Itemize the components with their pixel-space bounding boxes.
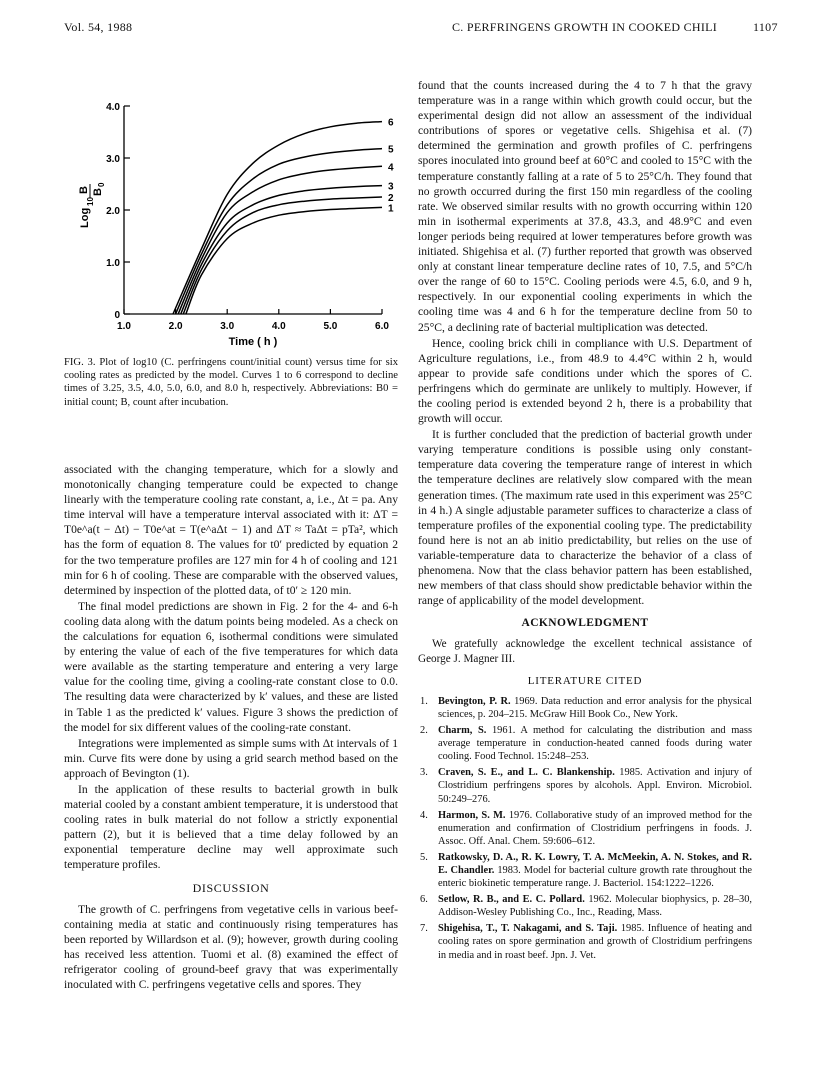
right-column [418,78,752,965]
curves-group [173,122,382,314]
curve-label-4: 4 [388,162,394,174]
curve-label-3: 3 [388,181,394,193]
reference-item: 4. Harmon, S. M. 1976. Collaborative study of an improved method for the enumeration and confirmation of Clostridium perfringens in foods. J. Assoc. Off. Anal. Chem. 59:606–612. [420,809,752,847]
reference-item: 5. Ratkowsky, D. A., R. K. Lowry, T. A. McMeekin, A. N. Stokes, and R. E. Chandler. 1983. Model for bacterial culture growth rate throughout the enteric biokinetic temperature range. J. Bacteriol. 154:1222–1226. [420,851,753,890]
caption-text: FIG. 3. Plot of log10 (C. perfringens count/initial count) versus time for six cooling rates as predicted by the model. Curves 1 to 6 correspond to decline times of 3.25, 3.5, 4.0, 5.0, 6.0, and 8.0 h, respectively. Abbreviations: B0 = initial count; B, count after incubation. [64,357,398,408]
curve-5 [176,149,382,314]
x-tick-label: 6.0 [375,321,389,332]
x-tick-label: 4.0 [271,321,286,332]
left-paragraph-2: The final model predictions are shown in Fig. 2 for the 4- and 6-h cooling data along with the datum points being modeled. As a check on the calculations for equation 6, isothermal conditions were simulated by entering the value of each of the five temperatures for which data were available as the starting temperature and entering a very large value for the cooling time, giving a cooling-rate constant close to 0.0. The resulting data were characterized by k′ values, and these are listed in Table 1 as the predicted k′ values. Figure 3 shows the prediction of the model for six different values of the cooling-rate constant. [64,599,398,734]
left-paragraph-4: In the application of these results to bacterial growth in bulk material cooled by a constant ambient temperature, it is understood that cooling rates in bulk material do not follow a strictly exponential pattern (2), but it is believed that a time delay followed by an exponential temperature decline may well approximate such temperature profiles. [64,782,398,872]
page-number: 1107 [753,20,778,34]
left-paragraph-5: The growth of C. perfringens from vegetative cells in various beef-containing media at static and continuously rising temperatures has been reported by Willardson et al. (9); however, growth during cooling has received less attention. Tuomi et al. (8) examined the effect of refrigerator cooling of ground-beef gravy that was experimentally inoculated with C. perfringens vegetative cells and spores. They [64,902,398,992]
running-header-volume: Vol. 54, 1988 [64,20,133,34]
y-tick-label: 2.0 [106,206,120,217]
figure-3-chart [64,98,398,348]
x-tick-label: 1.0 [117,321,131,332]
y-label-log: Log [79,207,91,228]
y-label-sub: 10 [86,197,95,206]
acknowledgment-text: We gratefully acknowledge the excellent technical assistance of George J. Magner III. [418,638,752,665]
y-label-frac-den: B [92,188,104,196]
y-tick-label: 3.0 [106,154,120,165]
x-tick-label: 2.0 [168,321,183,332]
left-paragraph-1: associated with the changing temperature, which for a slowly and monotonically changing temperature could be expected to change linearly with the temperature cooling rate constant, a, i.e., Δt = pa. Any time interval will have a temperature interval associated with it: ΔT = T0e^a(t − Δt) − T0e^at = T(e^aΔt − 1) and ΔT ≈ TaΔt = pTa², which has the form of equation 8. The values for t0′ predicted by equation 2 for the two temperature profiles are 127 min for 4 h of cooling and 121 min for 6 h of cooling. These are comparable with the observed values, determined by inspection of the plotted data, of t0′ ≥ 120 min. [64,463,398,597]
x-axis-label: Time ( h ) [228,336,278,348]
acknowledgment-heading: ACKNOWLEDGMENT [521,617,649,630]
discussion-heading: DISCUSSION [192,880,270,895]
curve-label-group [388,118,394,215]
curve-label-5: 5 [388,144,394,156]
reference-list [418,695,752,962]
right-paragraph-3: It is further concluded that the prediction of bacterial growth under varying temperature conditions is possible using only constant-temperature data covering the temperature range of interest in which the temperature declines are relatively slow compared with the mean generation times. (The maximum rate used in this experiment was 25°C in 4 h.) A single adjustable parameter suffices to characterize a class of temperature profiles of the exponential cooling type. The predictability found here is not an ab initio predictability, but relies on the use of variable-temperature data to characterize the behavior of a class of phenomena. Now that the class behavior pattern has been established, new members of that class should show predictable behavior within the range of applicability of the model development. [418,428,752,608]
y-label-frac-den-sub: 0 [97,182,106,187]
reference-item: 2. Charm, S. 1961. A method for calculating the distribution and mass average temperature in conduction-heated canned foods during water cooling. Food Technol. 15:248–253. [420,725,752,763]
curve-label-6: 6 [388,117,394,129]
y-tick-group [106,102,130,321]
literature-cited-heading: LITERATURE CITED [527,674,643,687]
x-tick-group [117,309,389,332]
y-tick-label: 1.0 [106,258,120,269]
curve-1 [186,207,382,314]
y-tick-label: 0 [114,310,120,321]
curve-label-1: 1 [388,203,394,215]
x-tick-label: 3.0 [220,321,235,332]
reference-item: 3. Craven, S. E., and L. C. Blankenship. 1985. Activation and injury of Clostridium perfringens spores by alcohols. Appl. Environ. Microbiol. 50:249–276. [420,767,752,805]
y-axis-label [78,182,106,228]
left-paragraph-3: Integrations were implemented as simple sums with Δt intervals of 1 min. Curve fits were done by using a grid search method based on the approach of Bevington (1). [64,736,398,780]
reference-item: 6. Setlow, R. B., and E. C. Pollard. 1962. Molecular biophysics, p. 28–30, Addison-Wesley Publishing Co., Inc., Reading, Mass. [420,894,753,919]
x-tick-label: 5.0 [323,321,338,332]
y-label-frac-num: B [78,186,90,194]
right-paragraph-2: Hence, cooling brick chili in compliance with U.S. Department of Agriculture regulations, i.e., from 48.9 to 4.4°C within 2 h, would appear to provide safe conditions under which the spores of C. perfringens which do germinate are unlikely to multiply. However, if the cooling period is extended beyond 2 h, there is a probability that growth will occur. [418,336,752,426]
y-tick-label: 4.0 [106,102,120,113]
figure-caption [64,356,398,409]
right-paragraph-1: found that the counts increased during the 4 to 7 h that the gravy temperature was in a range within which growth could occur, but the experimental design did not allow an assessment of the individual contributions of spores or vegetative cells. Shigehisa et al. (7) determined the germination and growth profiles of C. perfringens spores inoculated into ground beef at 60°C and cooled to 15°C with the temperature constantly falling at a rate of 5 to 25°C/h. They found that no growth occurred during the first 150 min regardless of the cooling rate. We observed similar results with no growth occurring within 120 min in isothermal experiments at 37.8, 43.3, and 48.9°C and even longer periods being required at lower temperatures before growth was initiated. Shigehisa et al. (7) further reported that growth was observed only at constant linear temperature decline rates of 10, 7.5, and 5°C/h over the range of 60 to 15°C. Cooling periods were 4.5, 6.0, and 9 h, respectively. In our exponential cooling experiments in which the cooling time was 4 and 6 h for the temperature decline from 50 to 25°C, a declining rate of bacterial multiplication was detected. [418,79,752,334]
left-column [64,462,398,992]
chart-axes [124,106,382,314]
reference-item: 7. Shigehisa, T., T. Nakagami, and S. Taji. 1985. Influence of heating and cooling rates on spore germination and growth of Clostridium perfringens in media and in roast beef. Jpn. J. Vet. [420,923,752,961]
reference-item: 1. Bevington, P. R. 1969. Data reduction and error analysis for the physical sciences, p. 204–215. McGraw Hill Book Co., New York. [420,695,752,720]
curve-label-2: 2 [388,193,394,204]
running-header-title: C. PERFRINGENS GROWTH IN COOKED CHILI [452,20,718,34]
